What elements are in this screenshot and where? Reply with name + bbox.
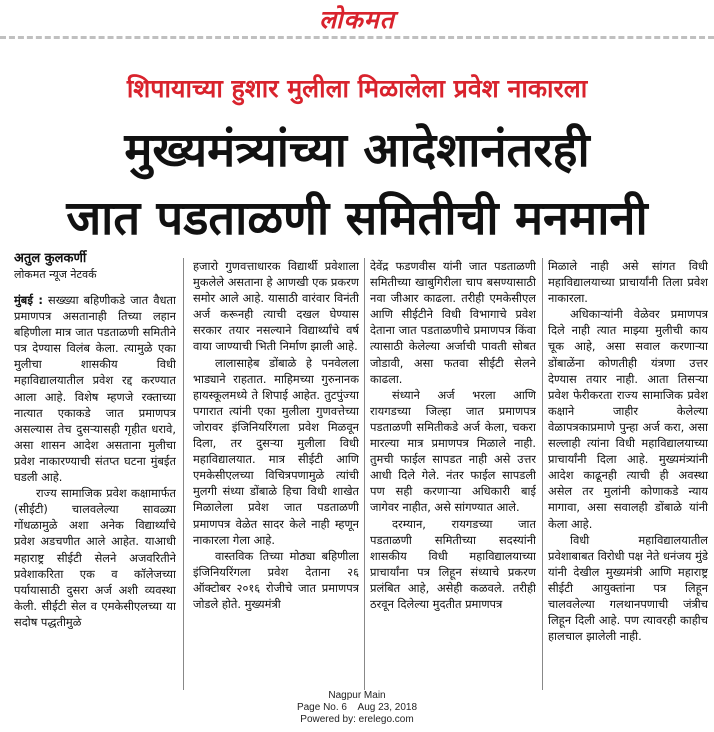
paragraph: अधिकाऱ्यांनी वेळेवर प्रमाणपत्र दिले नाही त्यात माझ्या मुलीची काय चूक आहे, असा सवाल करणाऱ्या डोंबाळेंना कोणतीही यंत्रणा उत्तर देण्यास तयार नाही. आता तिसऱ्या प्रवेश फेरीकरता राज्य सामाजिक प्रवेश कक्षाने जाहीर केलेल्या वेळापत्रकाप्रमाणे पुन्हा अर्ज करा, असा सल्लाही त्यांना विधी महाविद्यालयाच्या प्राचार्यांनी दिला आहे. मुख्यमंत्र्यांनी आदेश काढूनही त्याची ही अवस्था असेल तर मुलांनी कोणाकडे न्याय मागावा, असा सवालही डोंबाळे यांनी केला आहे. [548,307,708,531]
footer-page-date: Page No. 6 Aug 23, 2018 [296,702,418,713]
column-divider [364,258,365,690]
paragraph: मुंबई : सख्ख्या बहिणीकडे जात वैधता प्रमाणपत्र असतानाही तिच्या लहान बहिणीला मात्र जात पडताळणी समितीने पत्र देण्यास विलंब केला. त्यामुळे एका मुलीचा शासकीय विधी महाविद्यालयातील प्रवेश रद्द करण्यात आला आहे. विशेष म्हणजे रक्ताच्या नात्यात एकाकडे जात प्रमाणपत्र असल्यास तेच दुसऱ्यासही गृहीत धरावे, असा शासन आदेश असताना मुलीचा प्रवेश नाकारण्याची संतप्त घटना मुंबईत घडली आहे. [14,293,176,485]
article-column-3 [370,258,536,688]
footer-edition: Nagpur Main [328,690,386,701]
newspaper-logo: लोकमत [319,5,395,34]
paragraph: लालासाहेब डोंबाळे हे पनवेलला भाड्याने राहतात. माहिमच्या गुरुनानक हायस्कूलमध्ये ते शिपाई आहेत. तुटपुंज्या पगारात त्यांनी एका मुलीला गुणवत्तेच्या जोरावर इंजिनियरिंगला प्रवेश मिळवून दिला, तर दुसऱ्या मुलीला विधी महाविद्यालयात. मात्र सीईटी आणि एमकेसीएलच्या विचित्रपणामुळे त्यांची मुलगी संध्या डोंबाळे हिचा विधी शाखेत मिळालेला प्रवेश जात पडताळणी प्रमाणपत्र वेळेत सादर केले नाही म्हणून नाकारला गेला आहे. [193,355,359,547]
paragraph: दरम्यान, रायगडच्या जात पडताळणी समितीच्या सदस्यांनी शासकीय विधी महाविद्यालयाच्या प्राचार्यांना पत्र लिहून संध्याचे प्रकरण प्रलंबित आहे, असेही कळवले. तरीही ठरवून दिलेल्या मुदतीत प्रमाणपत्र [370,516,536,611]
headline-kicker: शिपायाच्या हुशार मुलीला मिळालेला प्रवेश नाकारला [126,74,588,103]
paragraph: राज्य सामाजिक प्रवेश कक्षामार्फत (सीईटी) चालवलेल्या सावळ्या गोंधळामुळे अशा अनेक विद्यार्थ्यांचे प्रवेश अडचणीत आले आहेत. याआधी महाराष्ट्र सीईटी सेलने अजवरितीने प्रवेशाकरिता एक व कॉलेजच्या पर्यायासाठी दुसरा अर्ज अशी व्यवस्था केली. सीईटी सेल व एमकेसीएलच्या या सदोष पद्धतीमुळे [14,486,176,629]
article-column-1 [14,292,176,686]
article-column-4 [548,258,708,688]
headline-line-2: जात पडताळणी समितीची मनमानी [66,191,648,246]
paragraph: वास्तविक तिच्या मोठ्या बहिणीला इंजिनियरिंगला प्रवेश देताना २६ ऑक्टोबर २०१६ रोजीचे जात प्रमाणपत्र जोडले होते. मुख्यमंत्री [193,548,359,611]
article-body [0,255,714,685]
masthead-divider [0,36,714,39]
article-column-2 [193,258,359,688]
page-footer [0,690,714,726]
column-divider [183,258,184,690]
dateline: मुंबई : [14,293,43,307]
paragraph: संध्याने अर्ज भरला आणि रायगडच्या जिल्हा जात प्रमाणपत्र पडताळणी समितीकडे अर्ज केला, चकरा मारल्या मात्र प्रमाणपत्र मिळाले नाही. तुमची फाईल सापडत नाही असे उत्तर आधी दिले गेले. नंतर फाईल सापडली पण सही करणाऱ्या अधिकारी बाई जागेवर नाहीत, असे सांगण्यात आले. [370,387,536,515]
footer-powered-by: Powered by: erelego.com [300,714,414,725]
paragraph: देवेंद्र फडणवीस यांनी जात पडताळणी समितीच्या खाबुगिरीला चाप बसण्यासाठी नवा जीआर काढला. तरीही एमकेसीएल आणि सीईटीने विधी विभागाचे प्रवेश देताना जात पडताळणीचे प्रमाणपत्र किंवा त्यासाठी केलेल्या अर्जाची पावती सोबत जोडावी, असा फतवा सीईटी सेलने काढला. [370,259,536,386]
byline-agency: लोकमत न्यूज नेटवर्क [14,268,97,281]
headline-line-1: मुख्यमंत्र्यांच्या आदेशानंतरही [124,123,590,178]
paragraph: हजारो गुणवत्ताधारक विद्यार्थी प्रवेशाला मुकलेले असताना हे आणखी एक प्रकरण समोर आले आहे. यासाठी वारंवार विनंती अर्ज करूनही त्याची दखल घेण्यास सरकार तयार नसल्याने विद्यार्थ्यांचे वर्ष वाया जाण्याची भिती निर्माण झाली आहे. [193,259,359,354]
masthead [0,6,714,34]
paragraph: मिळाले नाही असे सांगत विधी महाविद्यालयाच्या प्राचार्यांनी तिला प्रवेश नाकारला. [548,259,708,306]
paragraph: विधी महाविद्यालयातील प्रवेशाबाबत विरोधी पक्ष नेते धनंजय मुंडे यांनी देखील मुख्यमंत्री आणि महाराष्ट्र सीईटी आयुक्तांना पत्र लिहून चालवलेल्या गलथानपणाची जंत्रीच लिहून दिली आहे. पण त्यावरही काहीच हालचाल झालेली नाही. [548,532,708,644]
column-divider [542,258,543,690]
byline-author: अतुल कुलकर्णी [14,251,87,266]
